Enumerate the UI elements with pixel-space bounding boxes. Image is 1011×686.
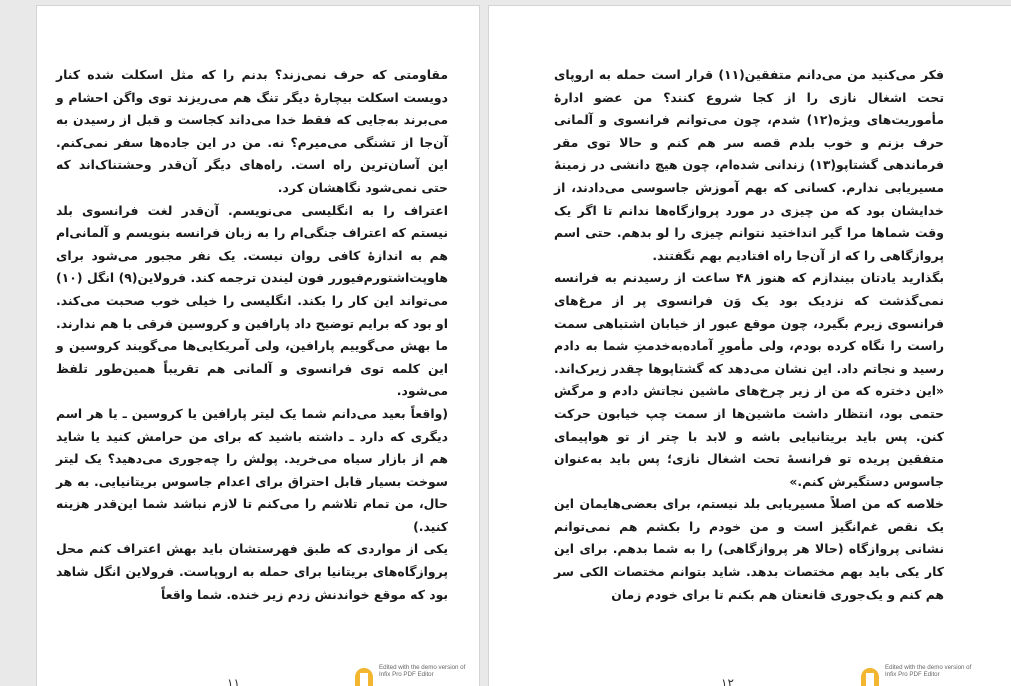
- paragraph: بگذارید یادتان بیندازم که هنوز ۴۸ ساعت از رسیدنم به فرانسه نمی‌گذشت که نزدیک بود یک وَن فرانسوی پر از مرغ‌های فرانسوی زیرم بگیرد، چون موقع عبور از خیابان اشتباهی سمت راست را نگاه کرده بودم، ولی مأمورِ آماده‌به‌خدمتِ شما به دادم رسید و نجاتم داد. این نشان می‌دهد که گشتاپوها چقدر زیرک‌اند. «این دختره که من از زیر چرخ‌های ماشین نجاتش دادم و مرگش حتمی بود، انتظار داشت ماشین‌ها از سمت چپ خیابون حرکت کنن. پس باید بریتانیایی باشه و لابد با چتر از تو هواپیمای متفقین پریده تو فرانسهٔ تحت اشغال نازی؛ پس باید به‌عنوان جاسوس دستگیرش کنم.»: [554, 270, 944, 489]
- editor-watermark: [355, 662, 479, 686]
- editor-watermark: [861, 662, 1011, 686]
- page-right: [489, 6, 1011, 686]
- watermark-text: Edited with the demo version of Infix Pro PDF Editor: [885, 664, 972, 678]
- paragraph: یکی از مواردی که طبق فهرستشان باید بهش اعتراف کنم محل پروازگاه‌های بریتانیا برای حمله به اروپاست. فرولاین انگل شاهد بود که موقع خواندنش زدم زیر خنده. شما واقعاً: [56, 541, 448, 602]
- page-number: ۱۲: [721, 676, 734, 686]
- page-number: ۱۱: [227, 676, 240, 686]
- right-page-text: [554, 64, 944, 606]
- paragraph: فکر می‌کنید من می‌دانم متفقین(۱۱) قرار است حمله به اروپای تحت اشغال نازی را از کجا شروع کنند؟ من عضو ادارهٔ مأموریت‌های ویژه(۱۲) شدم، چون می‌توانم فرانسوی و آلمانی حرف بزنم و خوب بلدم قصه سر هم کنم و حالا توی مقر فرماندهی گشتاپو(۱۳) زندانی شده‌ام، چون هیچ دانشی در زمینهٔ مسیریابی ندارم. کسانی که بهم آموزش جاسوسی می‌دادند، از خدایشان بود که من چیزی در مورد پروازگاه‌ها ندانم تا اگر یک وقت شماها مرا گیر انداختید نتوانم چیزی را لو بدهم. حتی اسم پروازگاهی را که از آن‌جا راه افتادیم بهم نگفتند.: [554, 67, 944, 263]
- infix-logo-icon: [861, 668, 879, 686]
- infix-logo-icon: [355, 668, 373, 686]
- paragraph: (واقعاً بعید می‌دانم شما یک لیتر پارافین یا کروسین ـ یا هر اسم دیگری که دارد ـ داشته باشید که برای من حرامش کنید یا شاید هم از بازار سیاه می‌خرید. پولش را چه‌جوری می‌دهید؟ یک لیتر سوخت بسیار قابل احتراق برای اعدام جاسوس بریتانیایی. به هر حال، من تمام تلاشم را می‌کنم تا لازم نباشد شما این‌قدر هزینه کنید.): [56, 405, 448, 534]
- paragraph: اعتراف را به انگلیسی می‌نویسم. آن‌قدر لغت فرانسوی بلد نیستم که اعتراف جنگی‌ام را به زبان فرانسه بنویسم و آلمانی‌ام هم به اندازهٔ کافی روان نیست. یک نفر مجبور می‌شود برای هاوپت‌اشتورم‌فیورر فون لیندن ترجمه کند. فرولاین(۹) انگل (۱۰) می‌تواند این کار را بکند. انگلیسی را خیلی خوب صحبت می‌کند. او بود که برایم توضیح داد پارافین و کروسین فرقی با هم ندارند. ما بهش می‌گوییم پارافین، ولی آمریکایی‌ها می‌گویند کروسین و این کلمه توی فرانسوی و آلمانی هم تقریباً همین‌طور تلفظ می‌شود.: [56, 202, 448, 399]
- watermark-text: Edited with the demo version of Infix Pro PDF Editor: [379, 664, 466, 678]
- left-page-text: [56, 64, 448, 606]
- page-left: [37, 6, 479, 686]
- paragraph: مقاومتی که حرف نمی‌زند؟ بدنم را که مثل اسکلت شده کنار دویست اسکلت بیچارهٔ دیگر تنگ هم می‌ریزند توی واگن احشام و می‌برند به‌جایی که فقط خدا می‌داند کجاست و قبل از رسیدن به آن‌جا از تشنگی می‌میرم؟ نه. من در این جاده‌ها سفر نمی‌کنم. این آسان‌ترین راه است. راه‌های دیگر آن‌قدر وحشتناک‌اند که حتی نمی‌شود نگاهشان کرد.: [56, 67, 448, 195]
- paragraph: خلاصه که من اصلاً مسیریابی بلد نیستم، برای بعضی‌هایمان این یک نقص غم‌انگیز است و من خودم را بکشم هم نمی‌توانم نشانی پروازگاه (حالا هر پروازگاهی) را به شما بدهم. برای این کار یکی باید بهم مختصات بدهد. شاید بتوانم مختصات الکی سر هم کنم و یک‌جوری قانعتان هم بکنم تا برای خودم زمان: [554, 496, 944, 602]
